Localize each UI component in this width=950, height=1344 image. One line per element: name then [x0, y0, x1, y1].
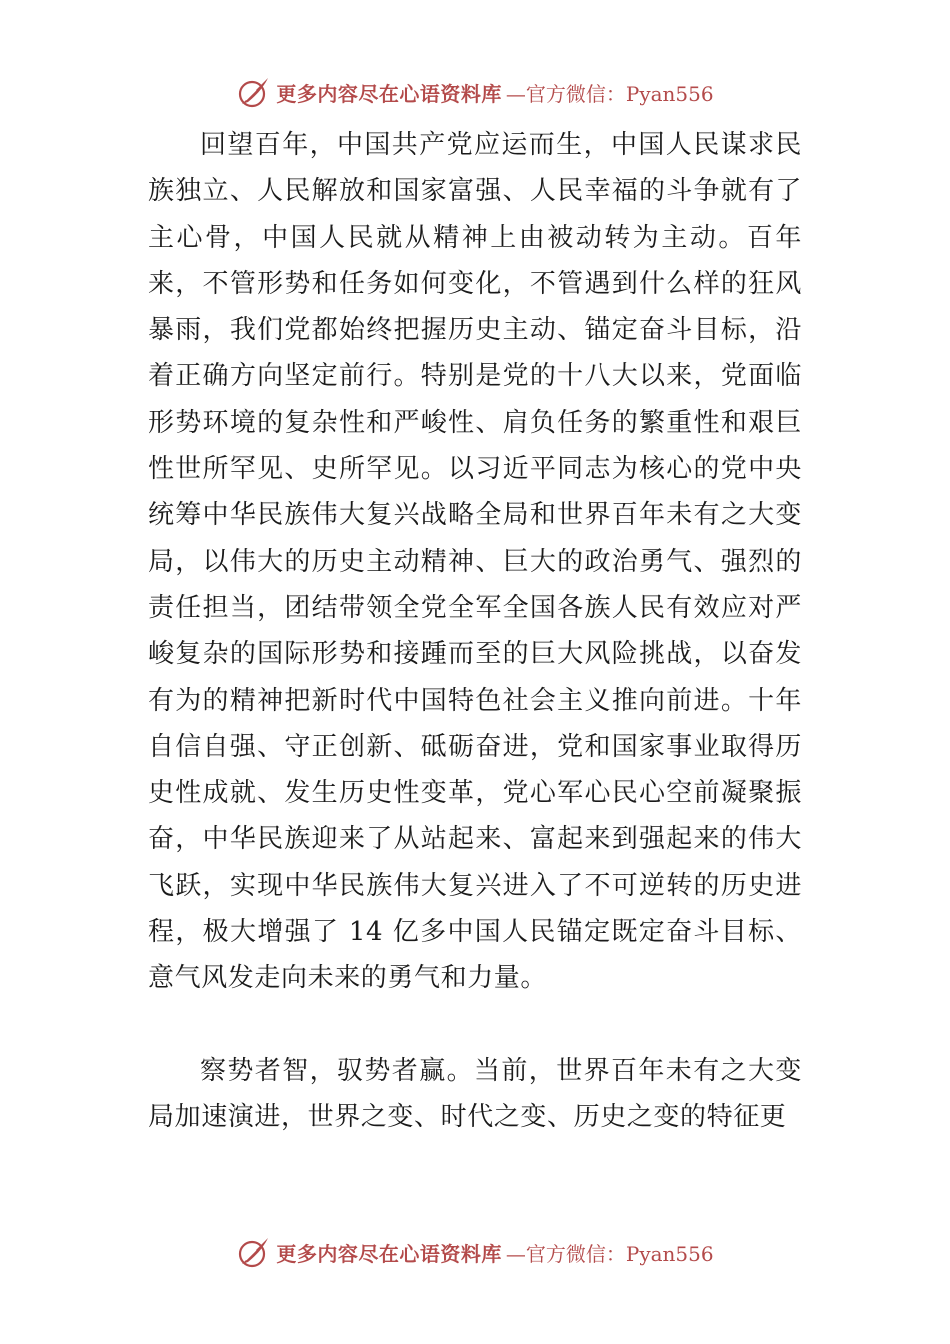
- paragraph-2: 察势者智，驭势者赢。当前，世界百年未有之大变局加速演进，世界之变、时代之变、历史之变的特征更: [148, 1055, 802, 1132]
- watermark-main-text: 更多内容尽在心语资料库: [276, 1241, 502, 1266]
- watermark-sub-text: —官方微信：Pyan556: [505, 81, 714, 106]
- paragraph-1: 回望百年，中国共产党应运而生，中国人民谋求民族独立、人民解放和国家富强、人民幸福的斗争就有了主心骨，中国人民就从精神上由被动转为主动。百年来，不管形势和任务如何变化，不管遇到什么样的狂风暴雨，我们党都始终把握历史主动、锚定奋斗目标，沿着正确方向坚定前行。特别是党的十八大以来，党面临形势环境的复杂性和严峻性、肩负任务的繁重性和艰巨性世所罕见、史所罕见。以习近平同志为核心的党中央统筹中华民族伟大复兴战略全局和世界百年未有之大变局，以伟大的历史主动精神、巨大的政治勇气、强烈的责任担当，团结带领全党全军全国各族人民有效应对严峻复杂的国际形势和接踵而至的巨大风险挑战，以奋发有为的精神把新时代中国特色社会主义推向前进。十年自信自强、守正创新、砥砺奋进，党和国家事业取得历史性成就、发生历史性变革，党心军心民心空前凝聚振奋，中华民族迎来了从站起来、富起来到强起来的伟大飞跃，实现中华民族伟大复兴进入了不可逆转的历史进程，极大增强了 14 亿多中国人民锚定既定奋斗目标、意气风发走向未来的勇气和力量。: [148, 130, 802, 994]
- quill-pen-icon: [236, 74, 272, 110]
- article-body: [148, 122, 802, 1140]
- watermark-sub-text: —官方微信：Pyan556: [505, 1241, 714, 1266]
- header-watermark: [0, 72, 950, 112]
- watermark-main-text: 更多内容尽在心语资料库: [276, 81, 502, 106]
- quill-pen-icon: [236, 1234, 272, 1270]
- footer-watermark: [0, 1232, 950, 1272]
